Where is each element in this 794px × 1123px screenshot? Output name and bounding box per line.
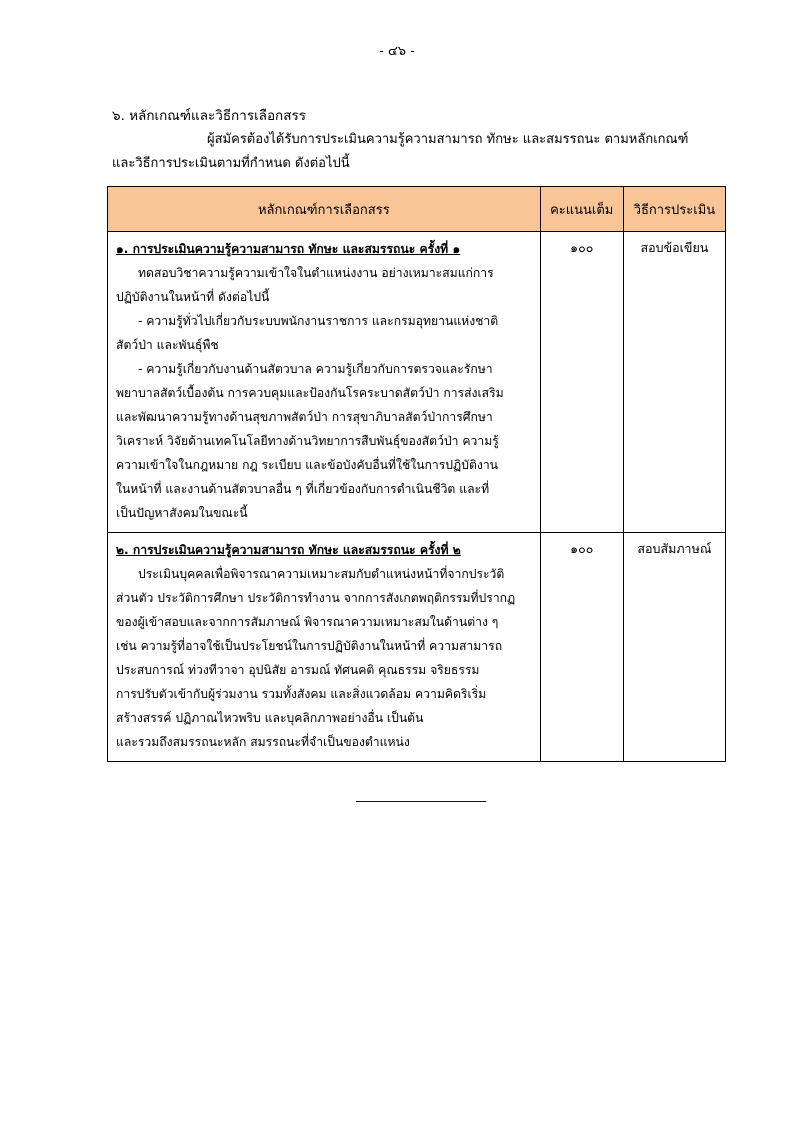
criteria-text-line: วิเคราะห์ วิจัยด้านเทคโนโลยีทางด้านวิทยาการสืบพันธุ์ของสัตว์ป่า ความรู้ [116,434,499,448]
assessment-method-cell: สอบสัมภาษณ์ [623,533,725,762]
header-method: วิธีการประเมิน [623,187,725,232]
criteria-cell [108,533,541,762]
criteria-text-line: ของผู้เข้าสอบและจากการสัมภาษณ์ พิจารณาความเหมาะสมในด้านต่าง ๆ [116,615,499,629]
criteria-text-line: พยาบาลสัตว์เบื้องต้น การควบคุมและป้องกันโรคระบาดสัตว์ป่า การส่งเสริม [116,386,504,400]
criteria-text-line: ปฏิบัติงานในหน้าที่ ดังต่อไปนี้ [116,290,270,304]
assessment-method-cell: สอบข้อเขียน [623,232,725,533]
criteria-text-line: ประสบการณ์ ท่วงทีวาจา อุปนิสัย อารมณ์ ทัศนคติ คุณธรรม จริยธรรม [116,663,480,677]
criteria-text-line: - ความรู้เกี่ยวกับงานด้านสัตวบาล ความรู้เกี่ยวกับการตรวจและรักษา [138,362,493,376]
criteria-text-line: และพัฒนาความรู้ทางด้านสุขภาพสัตว์ป่า การสุขาภิบาลสัตว์ป่าการศึกษา [116,410,493,424]
criteria-item-title: ๑. การประเมินความรู้ความสามารถ ทักษะ และสมรรถนะ ครั้งที่ ๑ [116,242,461,256]
table-row [108,232,726,533]
criteria-table [107,186,726,762]
criteria-text-line: สัตว์ป่า และพันธุ์พืช [116,338,219,352]
criteria-text-line: และรวมถึงสมรรถนะหลัก สมรรถนะที่จำเป็นของตำแหน่ง [116,735,410,749]
page-number: - ๔๖ - [379,44,415,59]
criteria-text-line: - ความรู้ทั่วไปเกี่ยวกับระบบพนักงานราชการ และกรมอุทยานแห่งชาติ [138,314,499,328]
criteria-text-line: ทดสอบวิชาความรู้ความเข้าใจในตำแหน่งงาน อย่างเหมาะสมแก่การ [138,266,494,280]
table-row [108,533,726,762]
full-score-cell: ๑๐๐ [540,232,623,533]
criteria-item-title: ๒. การประเมินความรู้ความสามารถ ทักษะ และสมรรถนะ ครั้งที่ ๒ [116,543,461,557]
intro-text-line-1: ผู้สมัครต้องได้รับการประเมินความรู้ความสามารถ ทักษะ และสมรรถนะ ตามหลักเกณฑ์ [207,132,689,147]
criteria-text-line: ส่วนตัว ประวัติการศึกษา ประวัติการทำงาน จากการสังเกตพฤติกรรมที่ปรากฏ [116,591,516,605]
header-full-score: คะแนนเต็ม [540,187,623,232]
criteria-text-line: ความเข้าใจในกฎหมาย กฎ ระเบียบ และข้อบังคับอื่นที่ใช้ในการปฏิบัติงาน [116,458,499,472]
end-mark: ____________________ [356,788,486,803]
header-criteria: หลักเกณฑ์การเลือกสรร [108,187,541,232]
criteria-text-line: ในหน้าที่ และงานด้านสัตวบาลอื่น ๆ ที่เกี่ยวข้องกับการดำเนินชีวิต และที่ [116,482,490,496]
intro-text-line-2: และวิธีการประเมินตามที่กำหนด ดังต่อไปนี้ [112,156,350,171]
table-header-row [108,187,726,232]
section-heading: ๖. หลักเกณฑ์และวิธีการเลือกสรร [112,108,306,124]
criteria-text-line: สร้างสรรค์ ปฏิภาณไหวพริบ และบุคลิกภาพอย่างอื่น เป็นต้น [116,711,424,725]
criteria-text-line: เป็นปัญหาสังคมในขณะนี้ [116,506,248,520]
criteria-text-line: ประเมินบุคคลเพื่อพิจารณาความเหมาะสมกับตำแหน่งหน้าที่จากประวัติ [138,567,505,581]
full-score-cell: ๑๐๐ [540,533,623,762]
criteria-text-line: เช่น ความรู้ที่อาจใช้เป็นประโยชน์ในการปฏิบัติงานในหน้าที่ ความสามารถ [116,639,503,653]
criteria-cell [108,232,541,533]
criteria-text-line: การปรับตัวเข้ากับผู้ร่วมงาน รวมทั้งสังคม และสิ่งแวดล้อม ความคิดริเริ่ม [116,687,487,701]
